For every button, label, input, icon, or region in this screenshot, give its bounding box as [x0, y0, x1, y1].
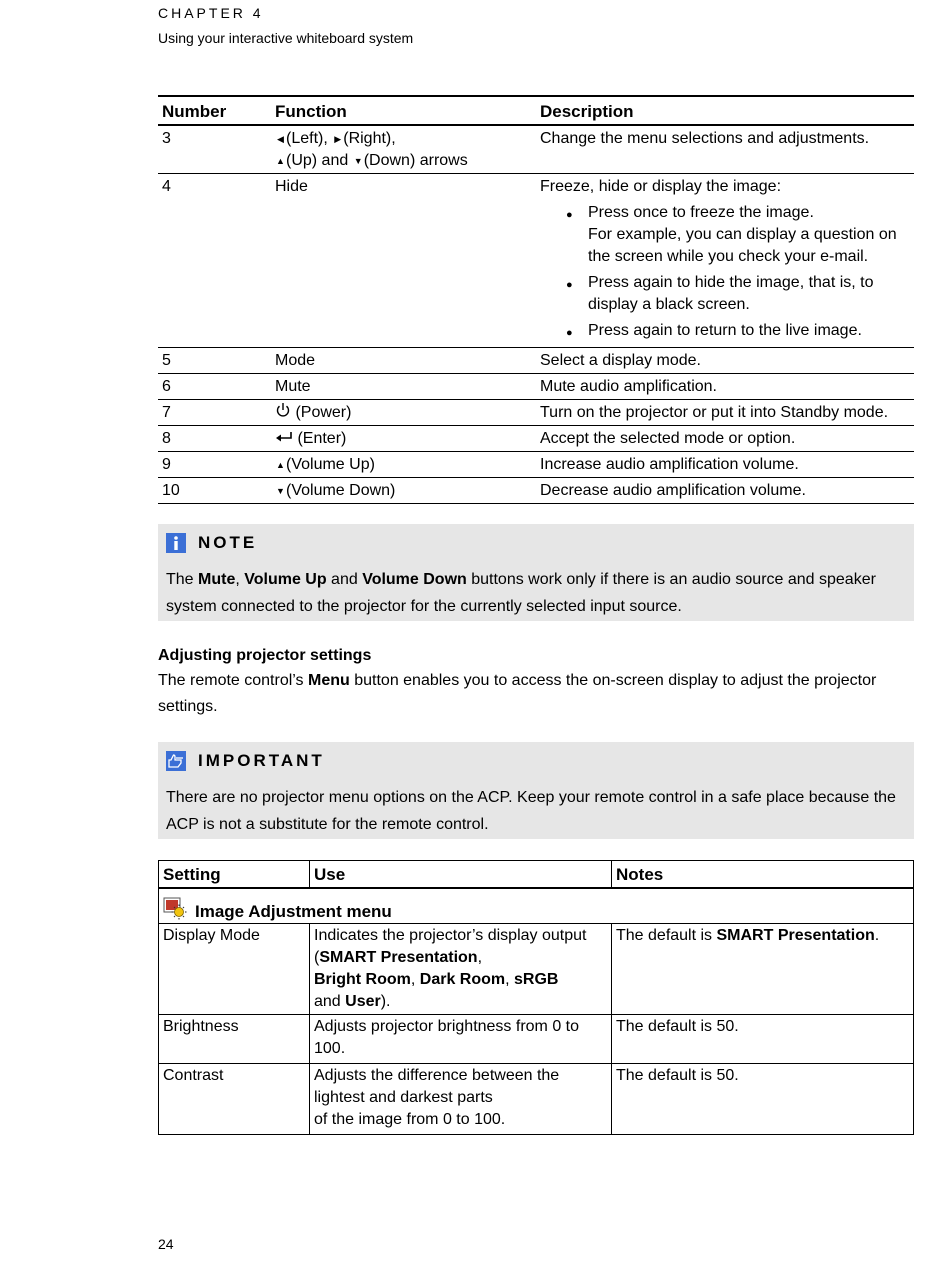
cell-number: 6 [158, 374, 271, 400]
table-row [158, 452, 914, 478]
up-arrow-icon: ▲ [276, 460, 285, 470]
table-row [159, 1015, 914, 1064]
table-row [158, 478, 914, 504]
page-number: 24 [158, 1236, 174, 1252]
settings-table [158, 860, 914, 1135]
cell-description: Freeze, hide or display the image: ● Press once to freeze the image. For example, you can display a question on the screen while you check your e-mail. ● Press again to hide the image, that is, to display a black screen. ● Press again to return to the live image. [536, 174, 914, 348]
cell-use: Adjusts projector brightness from 0 to 100. [310, 1015, 612, 1064]
cell-setting: Display Mode [159, 924, 310, 1015]
table-row [158, 348, 914, 374]
cell-function: (Power) [271, 400, 536, 426]
down-arrow-icon: ▼ [276, 486, 285, 496]
cell-setting: Brightness [159, 1015, 310, 1064]
cell-number: 3 [158, 125, 271, 174]
info-icon [166, 533, 186, 553]
cell-function: Mute [271, 374, 536, 400]
header-notes: Notes [612, 861, 914, 889]
important-label: IMPORTANT [198, 751, 325, 770]
cell-number: 5 [158, 348, 271, 374]
cell-function: Hide [271, 174, 536, 348]
cell-function: Mode [271, 348, 536, 374]
cell-description: Accept the selected mode or option. [536, 426, 914, 452]
note-box [158, 524, 914, 621]
cell-description: Decrease audio amplification volume. [536, 478, 914, 504]
cell-use: Adjusts the difference between the lightest and darkest parts of the image from 0 to 100. [310, 1064, 612, 1135]
important-box [158, 742, 914, 839]
table-row [158, 426, 914, 452]
cell-number: 4 [158, 174, 271, 348]
enter-icon [275, 431, 293, 443]
table-header-row [158, 96, 914, 125]
down-arrow-icon: ▼ [353, 156, 363, 166]
header-use: Use [310, 861, 612, 889]
cell-function: (Enter) [271, 426, 536, 452]
list-item: ● Press again to return to the live image. [588, 320, 910, 342]
table-row [159, 924, 914, 1015]
pointing-hand-icon [166, 751, 186, 771]
header-description: Description [536, 96, 914, 125]
cell-notes: The default is 50. [612, 1064, 914, 1135]
header-setting: Setting [159, 861, 310, 889]
up-arrow-icon: ▲ [276, 156, 285, 166]
note-label: NOTE [198, 533, 258, 552]
left-arrow-icon: ◀ [277, 134, 284, 144]
cell-number: 8 [158, 426, 271, 452]
section-heading: Adjusting projector settings [158, 647, 372, 664]
list-item: ● Press once to freeze the image. For example, you can display a question on the screen while you check your e-mail. [588, 202, 910, 268]
cell-description: Change the menu selections and adjustments. [536, 125, 914, 174]
cell-setting: Contrast [159, 1064, 310, 1135]
header-number: Number [158, 96, 271, 125]
table-row [158, 174, 914, 348]
cell-function: ▲(Volume Up) [271, 452, 536, 478]
cell-notes: The default is 50. [612, 1015, 914, 1064]
table-row [159, 1064, 914, 1135]
menu-title: Image Adjustment menu [195, 902, 392, 921]
important-text: There are no projector menu options on the ACP. Keep your remote control in a safe place because the ACP is not a substitute for the remote control. [166, 789, 896, 833]
cell-number: 7 [158, 400, 271, 426]
note-text: The Mute, Volume Up and Volume Down buttons work only if there is an audio source and speaker system connected to the projector for the currently selected input source. [166, 571, 876, 615]
cell-use: Indicates the projector’s display output (SMART Presentation, Bright Room, Dark Room, sRGB and User). [310, 924, 612, 1015]
table-row [158, 374, 914, 400]
menu-title-row [159, 888, 914, 924]
header-function: Function [271, 96, 536, 125]
right-arrow-icon: ▶ [334, 134, 342, 144]
remote-buttons-table [158, 95, 914, 504]
section-paragraph: The remote control’s Menu button enables you to access the on-screen display to adjust the projector settings. [158, 672, 877, 715]
table-row [158, 125, 914, 174]
chapter-subtitle: Using your interactive whiteboard system [158, 30, 414, 46]
bullet-list [540, 202, 910, 342]
table-row [158, 400, 914, 426]
cell-function: ◀ (Left), ▶ (Right), ▲(Up) and ▼(Down) arrows [271, 125, 536, 174]
image-adjustment-icon [163, 895, 189, 921]
cell-description: Mute audio amplification. [536, 374, 914, 400]
list-item: ● Press again to hide the image, that is, to display a black screen. [588, 272, 910, 316]
power-icon [275, 402, 291, 418]
cell-number: 10 [158, 478, 271, 504]
cell-notes: The default is SMART Presentation. [612, 924, 914, 1015]
cell-description: Turn on the projector or put it into Standby mode. [536, 400, 914, 426]
cell-function: ▼(Volume Down) [271, 478, 536, 504]
cell-description: Increase audio amplification volume. [536, 452, 914, 478]
table-header-row [159, 861, 914, 889]
chapter-label: CHAPTER 4 [158, 5, 264, 21]
cell-number: 9 [158, 452, 271, 478]
cell-description: Select a display mode. [536, 348, 914, 374]
